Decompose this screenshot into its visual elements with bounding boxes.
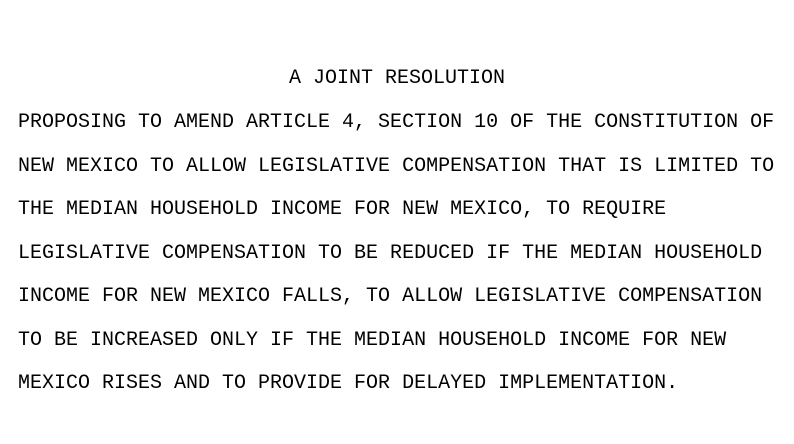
resolution-line: MEXICO RISES AND TO PROVIDE FOR DELAYED IMPLEMENTATION. — [18, 372, 679, 395]
resolution-line: TO BE INCREASED ONLY IF THE MEDIAN HOUSEHOLD INCOME FOR NEW — [18, 328, 727, 352]
resolution-line: LEGISLATIVE COMPENSATION TO BE REDUCED IF THE MEDIAN HOUSEHOLD — [18, 241, 763, 265]
resolution-line: THE MEDIAN HOUSEHOLD INCOME FOR NEW MEXICO, TO REQUIRE — [18, 198, 667, 221]
resolution-line: PROPOSING TO AMEND ARTICLE 4, SECTION 10 OF THE CONSTITUTION OF — [18, 111, 775, 134]
resolution-line: INCOME FOR NEW MEXICO FALLS, TO ALLOW LEGISLATIVE COMPENSATION — [18, 285, 763, 308]
resolution-body — [18, 112, 788, 417]
resolution-line: NEW MEXICO TO ALLOW LEGISLATIVE COMPENSATION THAT IS LIMITED TO — [18, 154, 775, 178]
document-heading: A JOINT RESOLUTION — [288, 67, 506, 90]
